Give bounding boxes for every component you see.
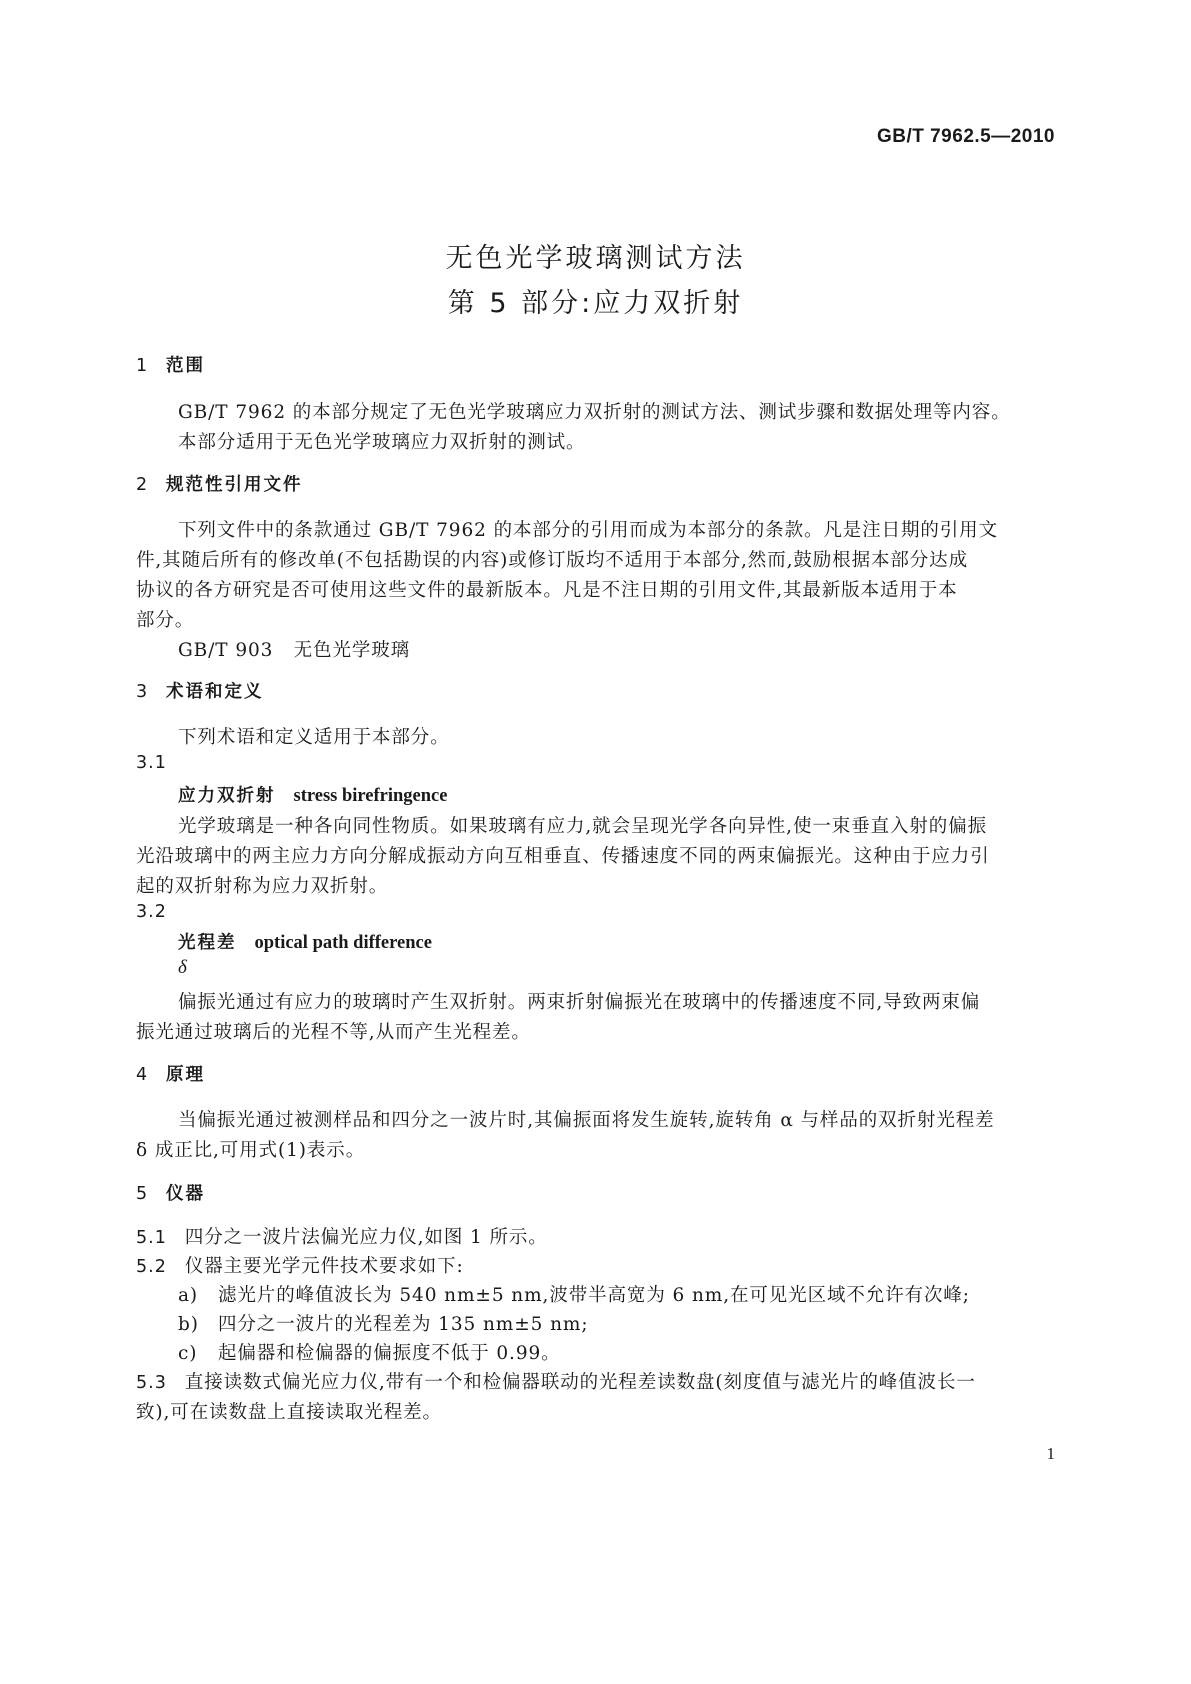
section-title: 原理 xyxy=(166,1065,205,1085)
clause-3-2-line: 偏振光通过有应力的玻璃时产生双折射。两束折射偏振光在玻璃中的传播速度不同,导致两束偏 xyxy=(178,992,981,1013)
term-zh: 应力双折射 xyxy=(178,786,276,806)
s2-paragraph-line: 协议的各方研究是否可使用这些文件的最新版本。凡是不注日期的引用文件,其最新版本适用于本 xyxy=(136,580,958,601)
list-item-text: 滤光片的峰值波长为 540 nm±5 nm,波带半高宽为 6 nm,在可见光区域不允许有次峰; xyxy=(218,1285,970,1306)
list-item-a xyxy=(178,1281,1098,1307)
clause-number: 5.1 xyxy=(136,1228,167,1248)
s3-intro: 下列术语和定义适用于本部分。 xyxy=(178,727,450,748)
section-1-heading xyxy=(136,352,205,377)
section-title: 规范性引用文件 xyxy=(166,475,303,495)
clause-5-1 xyxy=(136,1223,1056,1249)
clause-5-3-line: 致),可在读数盘上直接读取光程差。 xyxy=(136,1402,442,1423)
clause-5-3 xyxy=(136,1368,1056,1394)
clause-number: 5.3 xyxy=(136,1373,167,1393)
section-number: 5 xyxy=(136,1184,150,1204)
list-item-label: b) xyxy=(178,1314,199,1335)
list-item-label: c) xyxy=(178,1343,198,1364)
clause-3-2-line: 振光通过玻璃后的光程不等,从而产生光程差。 xyxy=(136,1022,531,1043)
term-en: stress birefringence xyxy=(293,786,448,806)
s1-paragraph-2: 本部分适用于无色光学玻璃应力双折射的测试。 xyxy=(178,432,586,453)
term-symbol: δ xyxy=(178,957,187,978)
section-title: 术语和定义 xyxy=(166,682,264,702)
clause-3-1-line: 光沿玻璃中的两主应力方向分解成振动方向互相垂直、传播速度不同的两束偏振光。这种由于应力引 xyxy=(136,846,990,867)
term-optical-path-difference xyxy=(178,929,432,954)
list-item-c xyxy=(178,1339,1098,1365)
section-5-heading xyxy=(136,1180,205,1205)
s4-paragraph-line: 当偏振光通过被测样品和四分之一波片时,其偏振面将发生旋转,旋转角 α 与样品的双折射光程差 xyxy=(178,1110,995,1131)
term-zh: 光程差 xyxy=(178,933,237,953)
doc-subtitle: 第 5 部分:应力双折射 xyxy=(447,288,744,319)
normative-reference: GB/T 903 无色光学玻璃 xyxy=(178,640,411,661)
clause-3-2-number: 3.2 xyxy=(136,902,167,922)
list-item-b xyxy=(178,1310,1098,1336)
section-title: 仪器 xyxy=(166,1184,205,1204)
clause-text: 直接读数式偏光应力仪,带有一个和检偏器联动的光程差读数盘(刻度值与滤光片的峰值波长一 xyxy=(184,1372,976,1393)
clause-3-1-line: 起的双折射称为应力双折射。 xyxy=(136,876,389,897)
section-4-heading xyxy=(136,1061,205,1086)
doc-title: 无色光学玻璃测试方法 xyxy=(445,243,746,274)
clause-5-2 xyxy=(136,1252,1056,1278)
clause-3-1-number: 3.1 xyxy=(136,753,167,773)
section-number: 1 xyxy=(136,356,150,376)
section-title: 范围 xyxy=(166,356,205,376)
list-item-text: 起偏器和检偏器的偏振度不低于 0.99。 xyxy=(218,1343,561,1364)
s1-paragraph-1: GB/T 7962 的本部分规定了无色光学玻璃应力双折射的测试方法、测试步骤和数据处理等内容。 xyxy=(178,402,1011,423)
clause-number: 5.2 xyxy=(136,1257,167,1277)
s4-paragraph-line: δ 成正比,可用式(1)表示。 xyxy=(136,1140,366,1161)
s2-paragraph-line: 部分。 xyxy=(136,610,195,631)
clause-3-1-line: 光学玻璃是一种各向同性物质。如果玻璃有应力,就会呈现光学各向异性,使一束垂直入射的偏振 xyxy=(178,816,987,837)
section-3-heading xyxy=(136,678,264,703)
s2-paragraph-line: 下列文件中的条款通过 GB/T 7962 的本部分的引用而成为本部分的条款。凡是注日期的引用文 xyxy=(178,520,998,541)
list-item-text: 四分之一波片的光程差为 135 nm±5 nm; xyxy=(218,1314,589,1335)
section-2-heading xyxy=(136,471,303,496)
standard-code: GB/T 7962.5—2010 xyxy=(876,126,1055,147)
section-number: 3 xyxy=(136,682,150,702)
clause-text: 四分之一波片法偏光应力仪,如图 1 所示。 xyxy=(184,1227,548,1248)
page-number: 1 xyxy=(1046,1444,1055,1463)
term-stress-birefringence xyxy=(178,782,447,807)
clause-text: 仪器主要光学元件技术要求如下: xyxy=(184,1256,464,1277)
section-number: 2 xyxy=(136,475,150,495)
term-en: optical path difference xyxy=(254,933,432,953)
s2-paragraph-line: 件,其随后所有的修改单(不包括勘误的内容)或修订版均不适用于本部分,然而,鼓励根据本部分达成 xyxy=(136,550,968,571)
list-item-label: a) xyxy=(178,1285,199,1306)
section-number: 4 xyxy=(136,1065,150,1085)
